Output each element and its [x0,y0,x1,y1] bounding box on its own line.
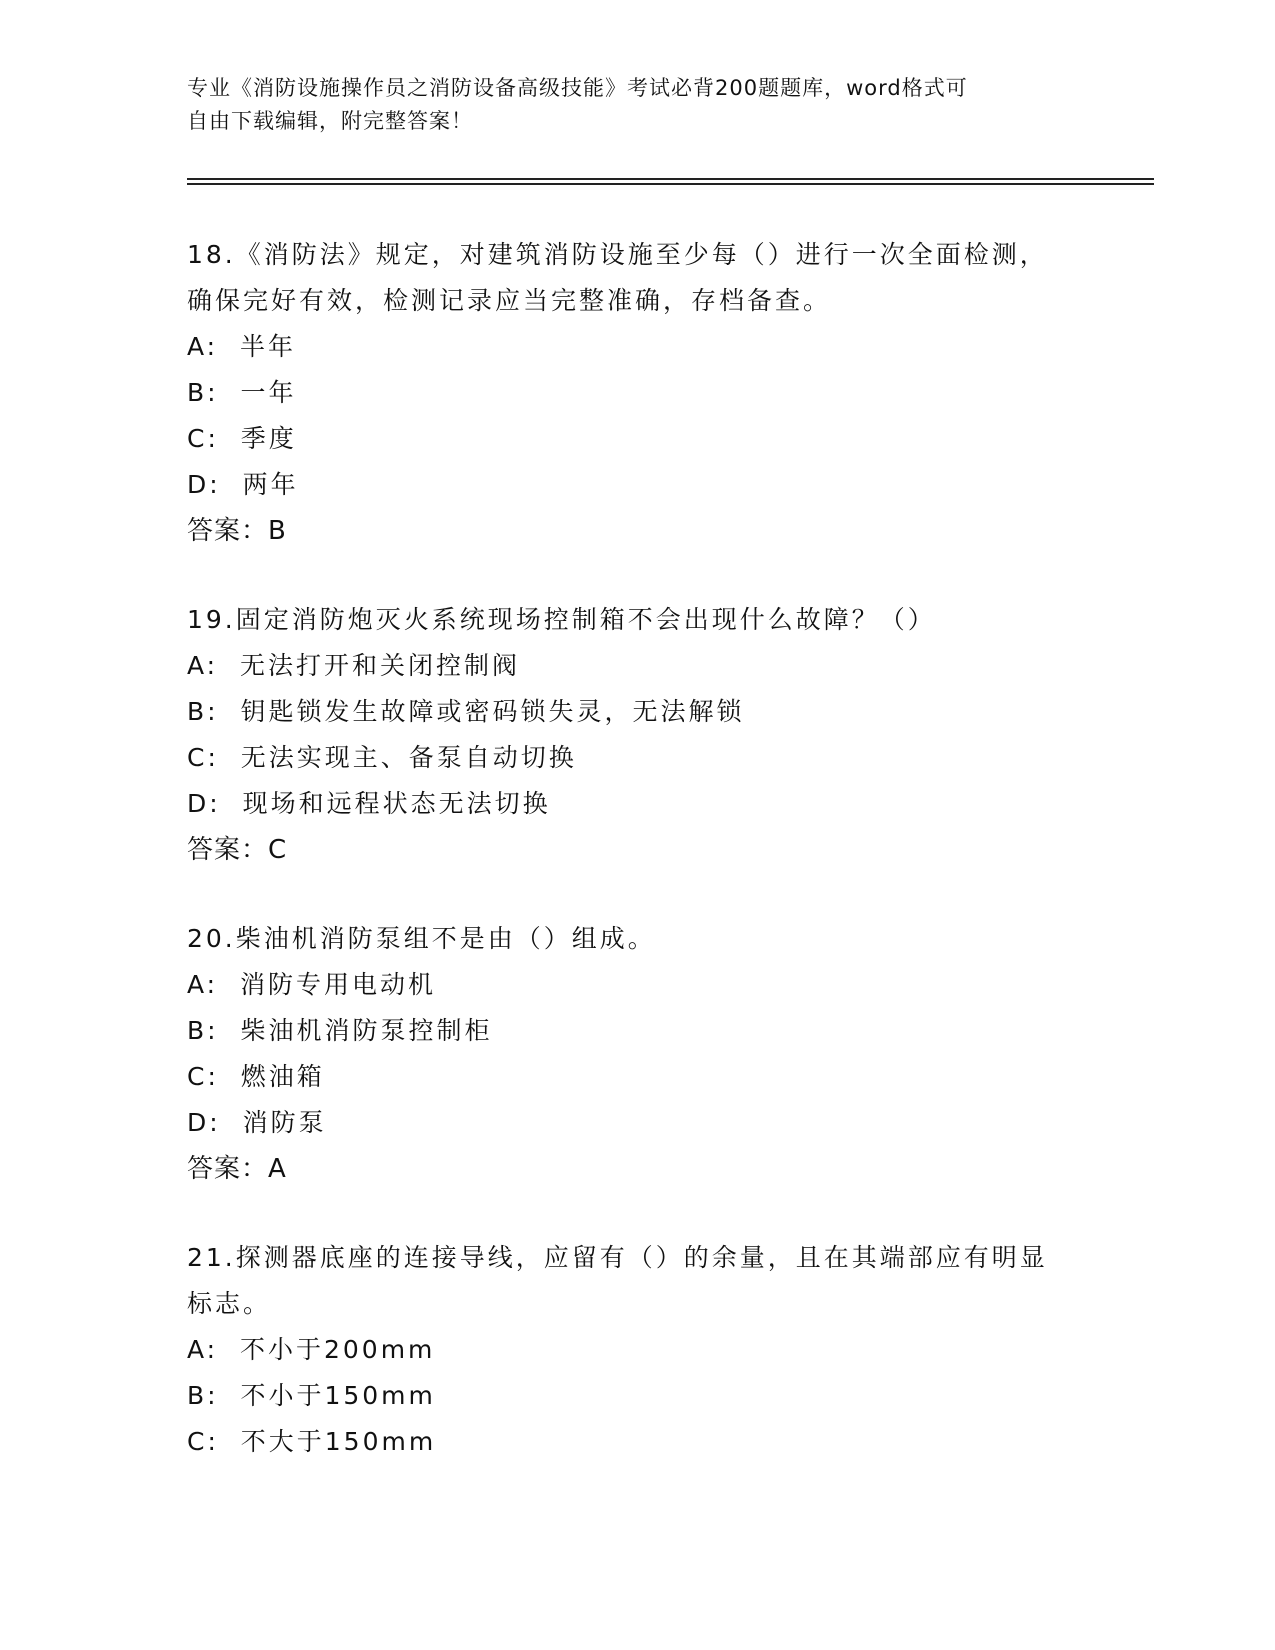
question-stem: 18.《消防法》规定，对建筑消防设施至少每（）进行一次全面检测， 确保完好有效，检测记录应当完整准确，存档备查。 [187,240,1048,315]
option-a: A: 无法打开和关闭控制阀 [187,651,520,680]
answer: 答案：C [187,835,288,865]
option-d: D: 现场和远程状态无法切换 [187,789,551,818]
document-header: 专业《消防设施操作员之消防设备高级技能》考试必背200题题库，word格式可 自由下载编辑，附完整答案！ [187,76,968,133]
answer: 答案：A [187,1154,287,1184]
option-c: C: 无法实现主、备泵自动切换 [187,743,577,772]
header-divider-top [187,178,1154,180]
question-20 [187,916,1087,1192]
question-19 [187,597,1087,873]
question-list [187,232,1087,1508]
answer: 答案：B [187,516,287,546]
option-a: A: 不小于200mm [187,1335,436,1364]
question-stem: 21.探测器底座的连接导线，应留有（）的余量，且在其端部应有明显 标志。 [187,1243,1048,1318]
question-stem: 20.柴油机消防泵组不是由（）组成。 [187,924,656,953]
option-d: D: 两年 [187,470,299,499]
option-a: A: 半年 [187,332,296,361]
option-b: B: 一年 [187,378,297,407]
question-18 [187,232,1087,554]
option-b: B: 钥匙锁发生故障或密码锁失灵，无法解锁 [187,697,745,726]
option-c: C: 燃油箱 [187,1062,325,1091]
option-d: D: 消防泵 [187,1108,327,1137]
question-21 [187,1235,1087,1465]
question-stem: 19.固定消防炮灭火系统现场控制箱不会出现什么故障？（） [187,605,936,634]
option-c: C: 不大于150mm [187,1427,437,1456]
header-divider-bottom [187,183,1154,185]
option-a: A: 消防专用电动机 [187,970,436,999]
option-b: B: 不小于150mm [187,1381,436,1410]
option-c: C: 季度 [187,424,297,453]
option-b: B: 柴油机消防泵控制柜 [187,1016,493,1045]
